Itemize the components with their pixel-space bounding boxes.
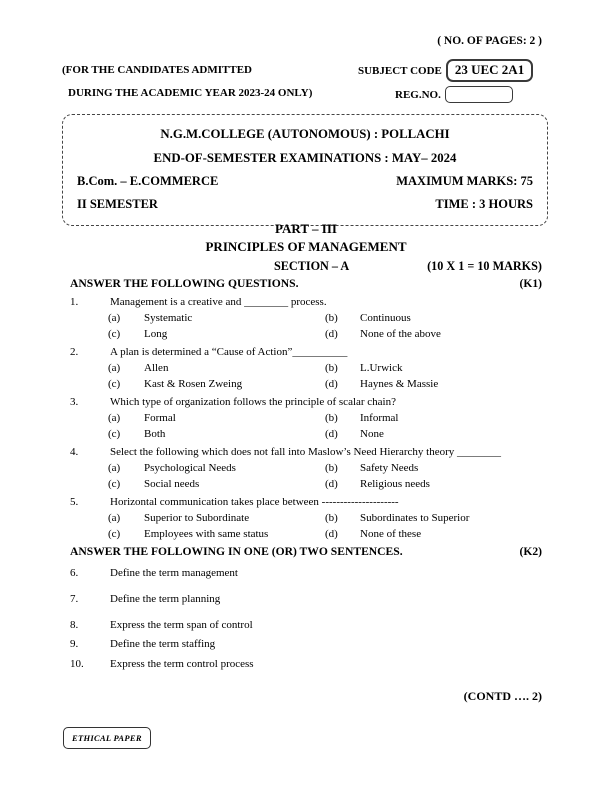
question-paper-body — [70, 220, 542, 704]
option-label: (b) — [325, 362, 338, 374]
question-number: 5. — [70, 496, 79, 508]
option-label: (a) — [108, 512, 121, 524]
short-question-7 — [70, 592, 542, 606]
mcq-question-2 — [70, 344, 542, 392]
option-label: (b) — [325, 462, 338, 474]
mcq-question-3 — [70, 394, 542, 442]
option-text: Both — [144, 428, 166, 440]
subject-code-row — [358, 58, 533, 83]
ethical-paper-stamp: ETHICAL PAPER — [63, 727, 151, 749]
option-text: None of the above — [360, 328, 441, 340]
short-question-6 — [70, 566, 542, 580]
option-text: Informal — [360, 412, 399, 424]
short-answer-list — [70, 566, 542, 671]
question-text: Define the term management — [110, 567, 238, 579]
option-label: (c) — [108, 528, 121, 540]
option-label: (d) — [325, 428, 338, 440]
option-text: Haynes & Massie — [360, 378, 439, 390]
option-text: None of these — [360, 528, 422, 540]
question-text: Express the term span of control — [110, 619, 253, 631]
candidates-admitted-line2: DURING THE ACADEMIC YEAR 2023-24 ONLY) — [68, 87, 313, 99]
question-number: 10. — [70, 658, 84, 670]
section-a-heading: ANSWER THE FOLLOWING QUESTIONS. — [70, 277, 299, 290]
subject-code-box: 23 UEC 2A1 — [446, 59, 533, 82]
option-text: Formal — [144, 412, 176, 424]
candidates-admitted-line1: (FOR THE CANDIDATES ADMITTED — [62, 64, 252, 76]
section-b-heading: ANSWER THE FOLLOWING IN ONE (OR) TWO SENTENCES. — [70, 545, 403, 558]
question-text: Express the term control process — [110, 658, 254, 670]
part-title: PART – III — [275, 221, 337, 236]
time-allowed: TIME : 3 HOURS — [435, 197, 533, 211]
option-text: Subordinates to Superior — [360, 512, 470, 524]
question-number: 6. — [70, 567, 79, 579]
option-text: Kast & Rosen Zweing — [144, 378, 243, 390]
option-text: Allen — [144, 362, 169, 374]
question-number: 2. — [70, 346, 79, 358]
option-text: Social needs — [144, 478, 200, 490]
option-label: (a) — [108, 412, 121, 424]
semester: II SEMESTER — [77, 197, 158, 211]
section-row — [70, 259, 542, 273]
option-label: (d) — [325, 478, 338, 490]
question-text: Which type of organization follows the principle of scalar chain? — [110, 396, 396, 408]
reg-no-label: REG.NO. — [395, 88, 441, 101]
section-b-k-level: (K2) — [519, 545, 542, 558]
question-text: A plan is determined a “Cause of Action”__________ — [110, 346, 348, 358]
course-name: B.Com. – E.COMMERCE — [77, 174, 219, 188]
option-text: Religious needs — [360, 478, 430, 490]
mcq-question-5 — [70, 494, 542, 542]
section-marks: (10 X 1 = 10 MARKS) — [427, 259, 542, 273]
option-label: (c) — [108, 328, 121, 340]
reg-no-box — [445, 86, 513, 103]
question-text: Define the term staffing — [110, 638, 216, 650]
subject-code-label: SUBJECT CODE — [358, 64, 442, 77]
option-label: (a) — [108, 312, 121, 324]
short-question-8 — [70, 618, 542, 632]
option-label: (d) — [325, 528, 338, 540]
question-text: Horizontal communication takes place between --------------------- — [110, 496, 399, 508]
option-label: (b) — [325, 412, 338, 424]
option-text: Superior to Subordinate — [144, 512, 250, 524]
question-number: 7. — [70, 593, 79, 605]
short-question-10 — [70, 657, 542, 671]
question-number: 4. — [70, 446, 79, 458]
section-b-heading-row — [70, 544, 542, 559]
question-number: 3. — [70, 396, 79, 408]
question-number: 8. — [70, 619, 79, 631]
option-text: Employees with same status — [144, 528, 269, 540]
continued-note: (CONTD …. 2) — [463, 689, 542, 703]
option-label: (b) — [325, 512, 338, 524]
reg-no-row — [395, 85, 513, 104]
option-label: (d) — [325, 328, 338, 340]
option-label: (c) — [108, 428, 121, 440]
mcq-question-1 — [70, 294, 542, 342]
section-a-k-level: (K1) — [519, 277, 542, 290]
option-text: Safety Needs — [360, 462, 419, 474]
exam-title: END-OF-SEMESTER EXAMINATIONS : MAY– 2024 — [153, 151, 457, 165]
question-text: Select the following which does not fall into Maslow’s Need Hierarchy theory ________ — [110, 446, 502, 458]
option-text: None — [360, 428, 384, 440]
no-of-pages: ( NO. OF PAGES: 2 ) — [437, 35, 542, 47]
option-text: Systematic — [144, 312, 193, 324]
option-text: Continuous — [360, 312, 411, 324]
option-label: (a) — [108, 462, 121, 474]
short-question-9 — [70, 637, 542, 651]
question-number: 9. — [70, 638, 79, 650]
mcq-question-4 — [70, 444, 542, 492]
option-label: (a) — [108, 362, 121, 374]
option-label: (b) — [325, 312, 338, 324]
option-text: L.Urwick — [360, 362, 403, 374]
maximum-marks: MAXIMUM MARKS: 75 — [396, 174, 533, 188]
option-label: (c) — [108, 378, 121, 390]
option-label: (c) — [108, 478, 121, 490]
question-text: Define the term planning — [110, 593, 221, 605]
option-text: Long — [144, 328, 168, 340]
subject-title: PRINCIPLES OF MANAGEMENT — [205, 239, 407, 254]
option-text: Psychological Needs — [144, 462, 236, 474]
option-label: (d) — [325, 378, 338, 390]
college-name: N.G.M.COLLEGE (AUTONOMOUS) : POLLACHI — [160, 127, 450, 141]
section-a-heading-row — [70, 276, 542, 291]
mcq-list — [70, 294, 542, 542]
question-number: 1. — [70, 296, 79, 308]
exam-info-box — [62, 114, 548, 226]
question-text: Management is a creative and ________ process. — [110, 296, 327, 308]
section-title: SECTION – A — [274, 259, 350, 273]
